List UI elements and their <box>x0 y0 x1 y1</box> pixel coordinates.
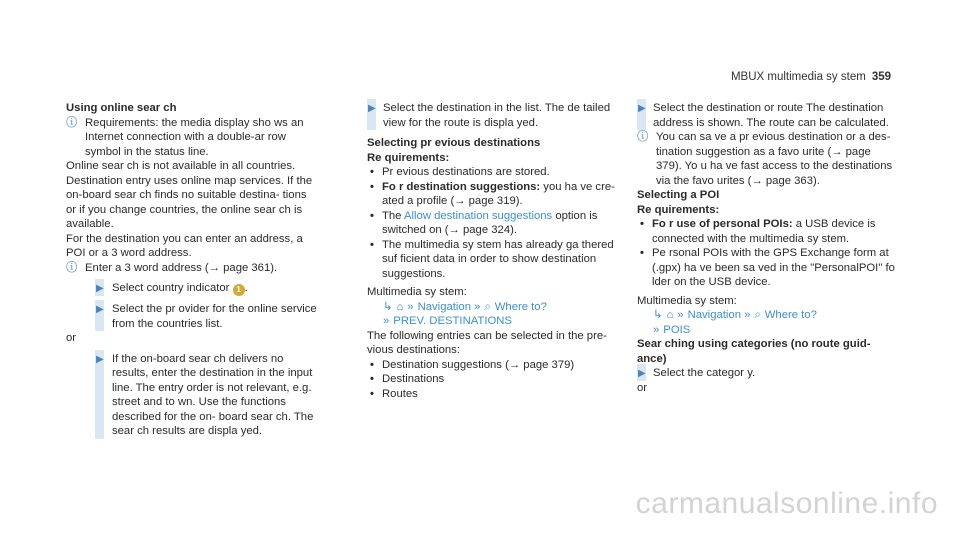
list-item: • Routes <box>367 387 619 402</box>
nav-item-pois[interactable]: POIS <box>663 323 691 336</box>
nav-item-navigation[interactable]: Navigation <box>417 300 471 313</box>
step-item: ▶ Select the pr ovider for the online service from the countries list. <box>66 302 318 331</box>
column-2 <box>367 101 619 401</box>
paragraph: The following entries can be selected in the pre‐ vious destinations: <box>367 329 607 356</box>
page-header <box>731 71 891 83</box>
info-note: ⓘ You can sa ve a pr evious destination or a des‐ tination suggestion as a favo urite (→ page 379). Yo u ha ve fast access to the destinations via the favo urites (→ page 363). <box>637 131 893 187</box>
watermark: carmanualsonline.info <box>635 487 938 520</box>
multimedia-label: Multimedia sy stem: <box>367 286 467 298</box>
chevron-icon: » <box>653 323 660 336</box>
list-item: • The multimedia sy stem has already ga thered suf ficient data in order to show destination suggestions. <box>367 238 619 282</box>
chevron-icon: » <box>474 300 481 313</box>
step-arrow-icon: ▶ <box>96 353 104 365</box>
list-item: • Pr evious destinations are stored. <box>367 165 619 180</box>
section-title: Selecting a POI <box>637 189 720 201</box>
or-text: or <box>637 381 648 394</box>
chevron-icon: » <box>677 309 684 321</box>
step-arrow-icon: ▶ <box>96 304 104 315</box>
step-arrow-icon: ▶ <box>638 368 646 379</box>
list-item: • Pe rsonal POIs with the GPS Exchange form at (.gpx) ha ve been sa ved in the "PersonalPOI" fo lder on the USB device. <box>637 246 899 290</box>
step-item: ▶ Select country indicator 1 . <box>66 281 318 296</box>
step-item: ▶ Select the categor y. <box>637 366 899 381</box>
chevron-icon: » <box>383 315 390 327</box>
menu-path <box>637 308 899 337</box>
nav-item-navigation[interactable]: Navigation <box>687 309 741 321</box>
info-icon: ⓘ <box>66 116 78 129</box>
step-item: ▶ If the on-board sear ch delivers no results, enter the destination in the input line. The entry order is not relevant, e.g. street and to wn. Use the functions described for the on- board sear ch. The sear ch results are displa yed. <box>66 352 318 439</box>
requirement-note: ⓘ Requirements: the media display sho ws an Internet connection with a double-ar row symbol in the status line. <box>66 116 304 158</box>
info-note: ⓘ Enter a 3 word address (→ page 361). <box>66 261 278 274</box>
nav-item-where-to[interactable]: Where to? <box>764 309 817 321</box>
list-item: • Fo r destination suggestions: you ha ve cre- ated a profile (→ page 319). <box>367 180 619 209</box>
menu-path <box>367 300 619 329</box>
paragraph: Destination entry uses online map services. If the on-board sear ch finds no suitable destina- tions or if you change countries, the online sear ch is available. <box>66 174 313 230</box>
search-icon: ⌕ <box>484 300 491 313</box>
return-arrow-icon: ↳ <box>653 309 663 321</box>
indicator-badge: 1 <box>233 284 245 296</box>
home-icon: ⌂ <box>396 300 404 313</box>
paragraph: Online sear ch is not available in all countries. <box>66 160 296 172</box>
section-title: Using online sear ch <box>66 102 177 114</box>
multimedia-label: Multimedia sy stem: <box>637 294 737 307</box>
list-item: • Destinations <box>367 372 619 387</box>
requirements-list <box>367 165 619 281</box>
or-text: or <box>66 332 77 344</box>
option-link[interactable]: Allow destination suggestions <box>403 209 553 222</box>
entries-list <box>367 358 619 402</box>
page-number: 359 <box>871 71 891 83</box>
list-item: • Fo r use of personal POIs: a USB device is connected with the multimedia sy stem. <box>637 217 899 246</box>
section-title: Sear ching using categories (no route guid‐ ance) <box>637 338 871 365</box>
paragraph: For the destination you can enter an address, a POI or a 3 word address. <box>66 232 303 259</box>
column-3 <box>637 101 899 395</box>
search-icon: ⌕ <box>754 309 761 321</box>
info-icon: ⓘ <box>66 261 78 274</box>
list-item: • The Allow destination suggestions option is switched on (→ page 324). <box>367 209 619 238</box>
return-arrow-icon: ↳ <box>383 300 393 313</box>
requirements-heading: Re quirements: <box>367 151 450 164</box>
nav-item-where-to[interactable]: Where to? <box>494 300 547 313</box>
step-arrow-icon: ▶ <box>638 103 646 114</box>
requirements-heading: Re quirements: <box>637 203 720 216</box>
chevron-icon: » <box>407 300 414 313</box>
list-item: • Destination suggestions (→ page 379) <box>367 358 619 373</box>
step-item: ▶ Select the destination in the list. The de tailed view for the route is displa yed. <box>367 101 619 130</box>
section-title: Selecting pr evious destinations <box>367 137 541 149</box>
info-icon: ⓘ <box>637 131 649 143</box>
requirements-list <box>637 217 899 290</box>
nav-item-prev-destinations[interactable]: PREV. DESTINATIONS <box>393 315 512 327</box>
step-arrow-icon: ▶ <box>96 283 104 294</box>
home-icon: ⌂ <box>666 309 674 321</box>
chevron-icon: » <box>744 309 751 321</box>
column-1 <box>66 101 318 439</box>
header-title: MBUX multimedia sy stem <box>730 71 866 83</box>
step-arrow-icon: ▶ <box>368 103 376 114</box>
step-item: ▶ Select the destination or route The destination address is shown. The route can be calculated. <box>637 101 899 130</box>
